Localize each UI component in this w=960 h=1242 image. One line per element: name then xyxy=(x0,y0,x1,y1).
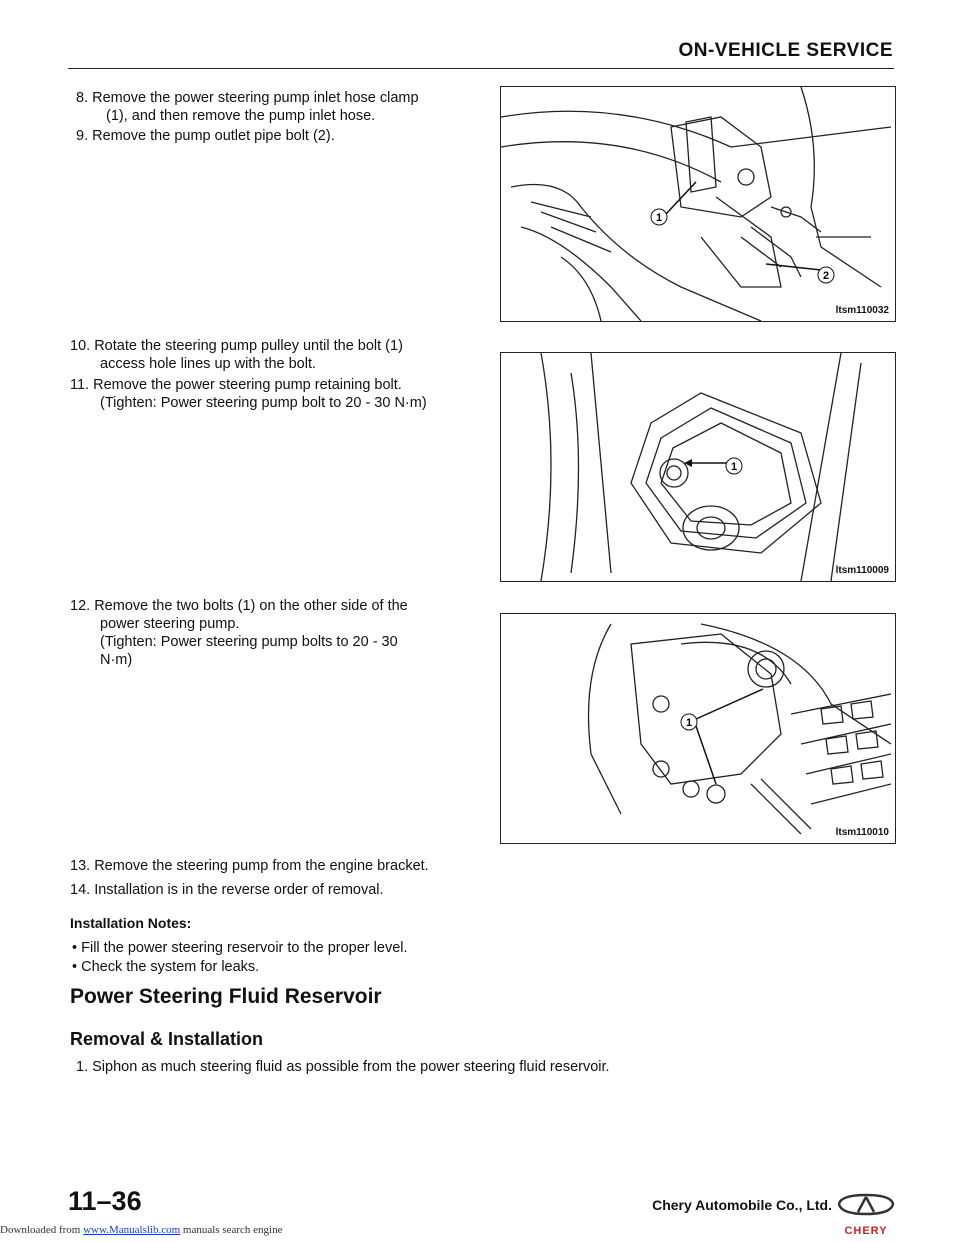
note-item-2: • Check the system for leaks. xyxy=(72,959,260,975)
callout-1-label: 1 xyxy=(730,461,738,473)
step-10: 10. Rotate the steering pump pulley until the bolt (1) access hole lines up with the bolt. xyxy=(70,338,403,372)
figure-3-callouts xyxy=(501,614,895,843)
step-8: 8. Remove the power steering pump inlet hose clamp (1), and then remove the pump inlet hose. xyxy=(76,90,419,124)
step-12: 12. Remove the two bolts (1) on the other side of the power steering pump. (Tighten: Power steering pump bolts to 20 - 30 N·m) xyxy=(70,598,408,668)
bullet-icon: • xyxy=(72,940,78,956)
header-rule xyxy=(68,68,894,69)
figure-3 xyxy=(500,613,896,844)
step-14: 14. Installation is in the reverse order of removal. xyxy=(70,882,384,898)
figure-3-caption: ltsm110010 xyxy=(835,827,889,838)
chery-logo-icon xyxy=(836,1192,896,1222)
section-subtitle: Removal & Installation xyxy=(70,1029,264,1049)
step-13: 13. Remove the steering pump from the engine bracket. xyxy=(70,858,429,874)
page-number: 11–36 xyxy=(68,1186,142,1216)
step-11: 11. Remove the power steering pump retaining bolt. (Tighten: Power steering pump bolt to 20 - 30 N·m) xyxy=(70,377,427,411)
figure-1-caption: ltsm110032 xyxy=(835,305,889,316)
manualslib-link[interactable]: www.Manualslib.com xyxy=(83,1224,181,1236)
company-name: Chery Automobile Co., Ltd. xyxy=(652,1197,832,1213)
download-note: Downloaded from www.Manualslib.com manuals search engine xyxy=(0,1224,283,1236)
note-item-1: • Fill the power steering reservoir to the proper level. xyxy=(72,940,408,956)
callout-1-label: 1 xyxy=(655,212,663,224)
section-title: Power Steering Fluid Reservoir xyxy=(70,985,382,1008)
reservoir-step-1: 1. Siphon as much steering fluid as possible from the power steering fluid reservoir. xyxy=(76,1059,610,1075)
callout-1-label: 1 xyxy=(685,717,693,729)
figure-1 xyxy=(500,86,896,322)
figure-2-caption: ltsm110009 xyxy=(835,565,889,576)
figure-2-callouts xyxy=(501,353,895,581)
bullet-icon: • xyxy=(72,959,78,975)
chery-logo xyxy=(836,1192,896,1236)
chery-logo-text: CHERY xyxy=(844,1225,888,1237)
figure-1-callouts xyxy=(501,87,895,321)
installation-notes-heading: Installation Notes: xyxy=(70,915,192,931)
page-header-title: ON-VEHICLE SERVICE xyxy=(678,40,893,61)
step-9: 9. Remove the pump outlet pipe bolt (2). xyxy=(76,128,335,144)
callout-2-label: 2 xyxy=(822,270,830,282)
figure-2 xyxy=(500,352,896,582)
